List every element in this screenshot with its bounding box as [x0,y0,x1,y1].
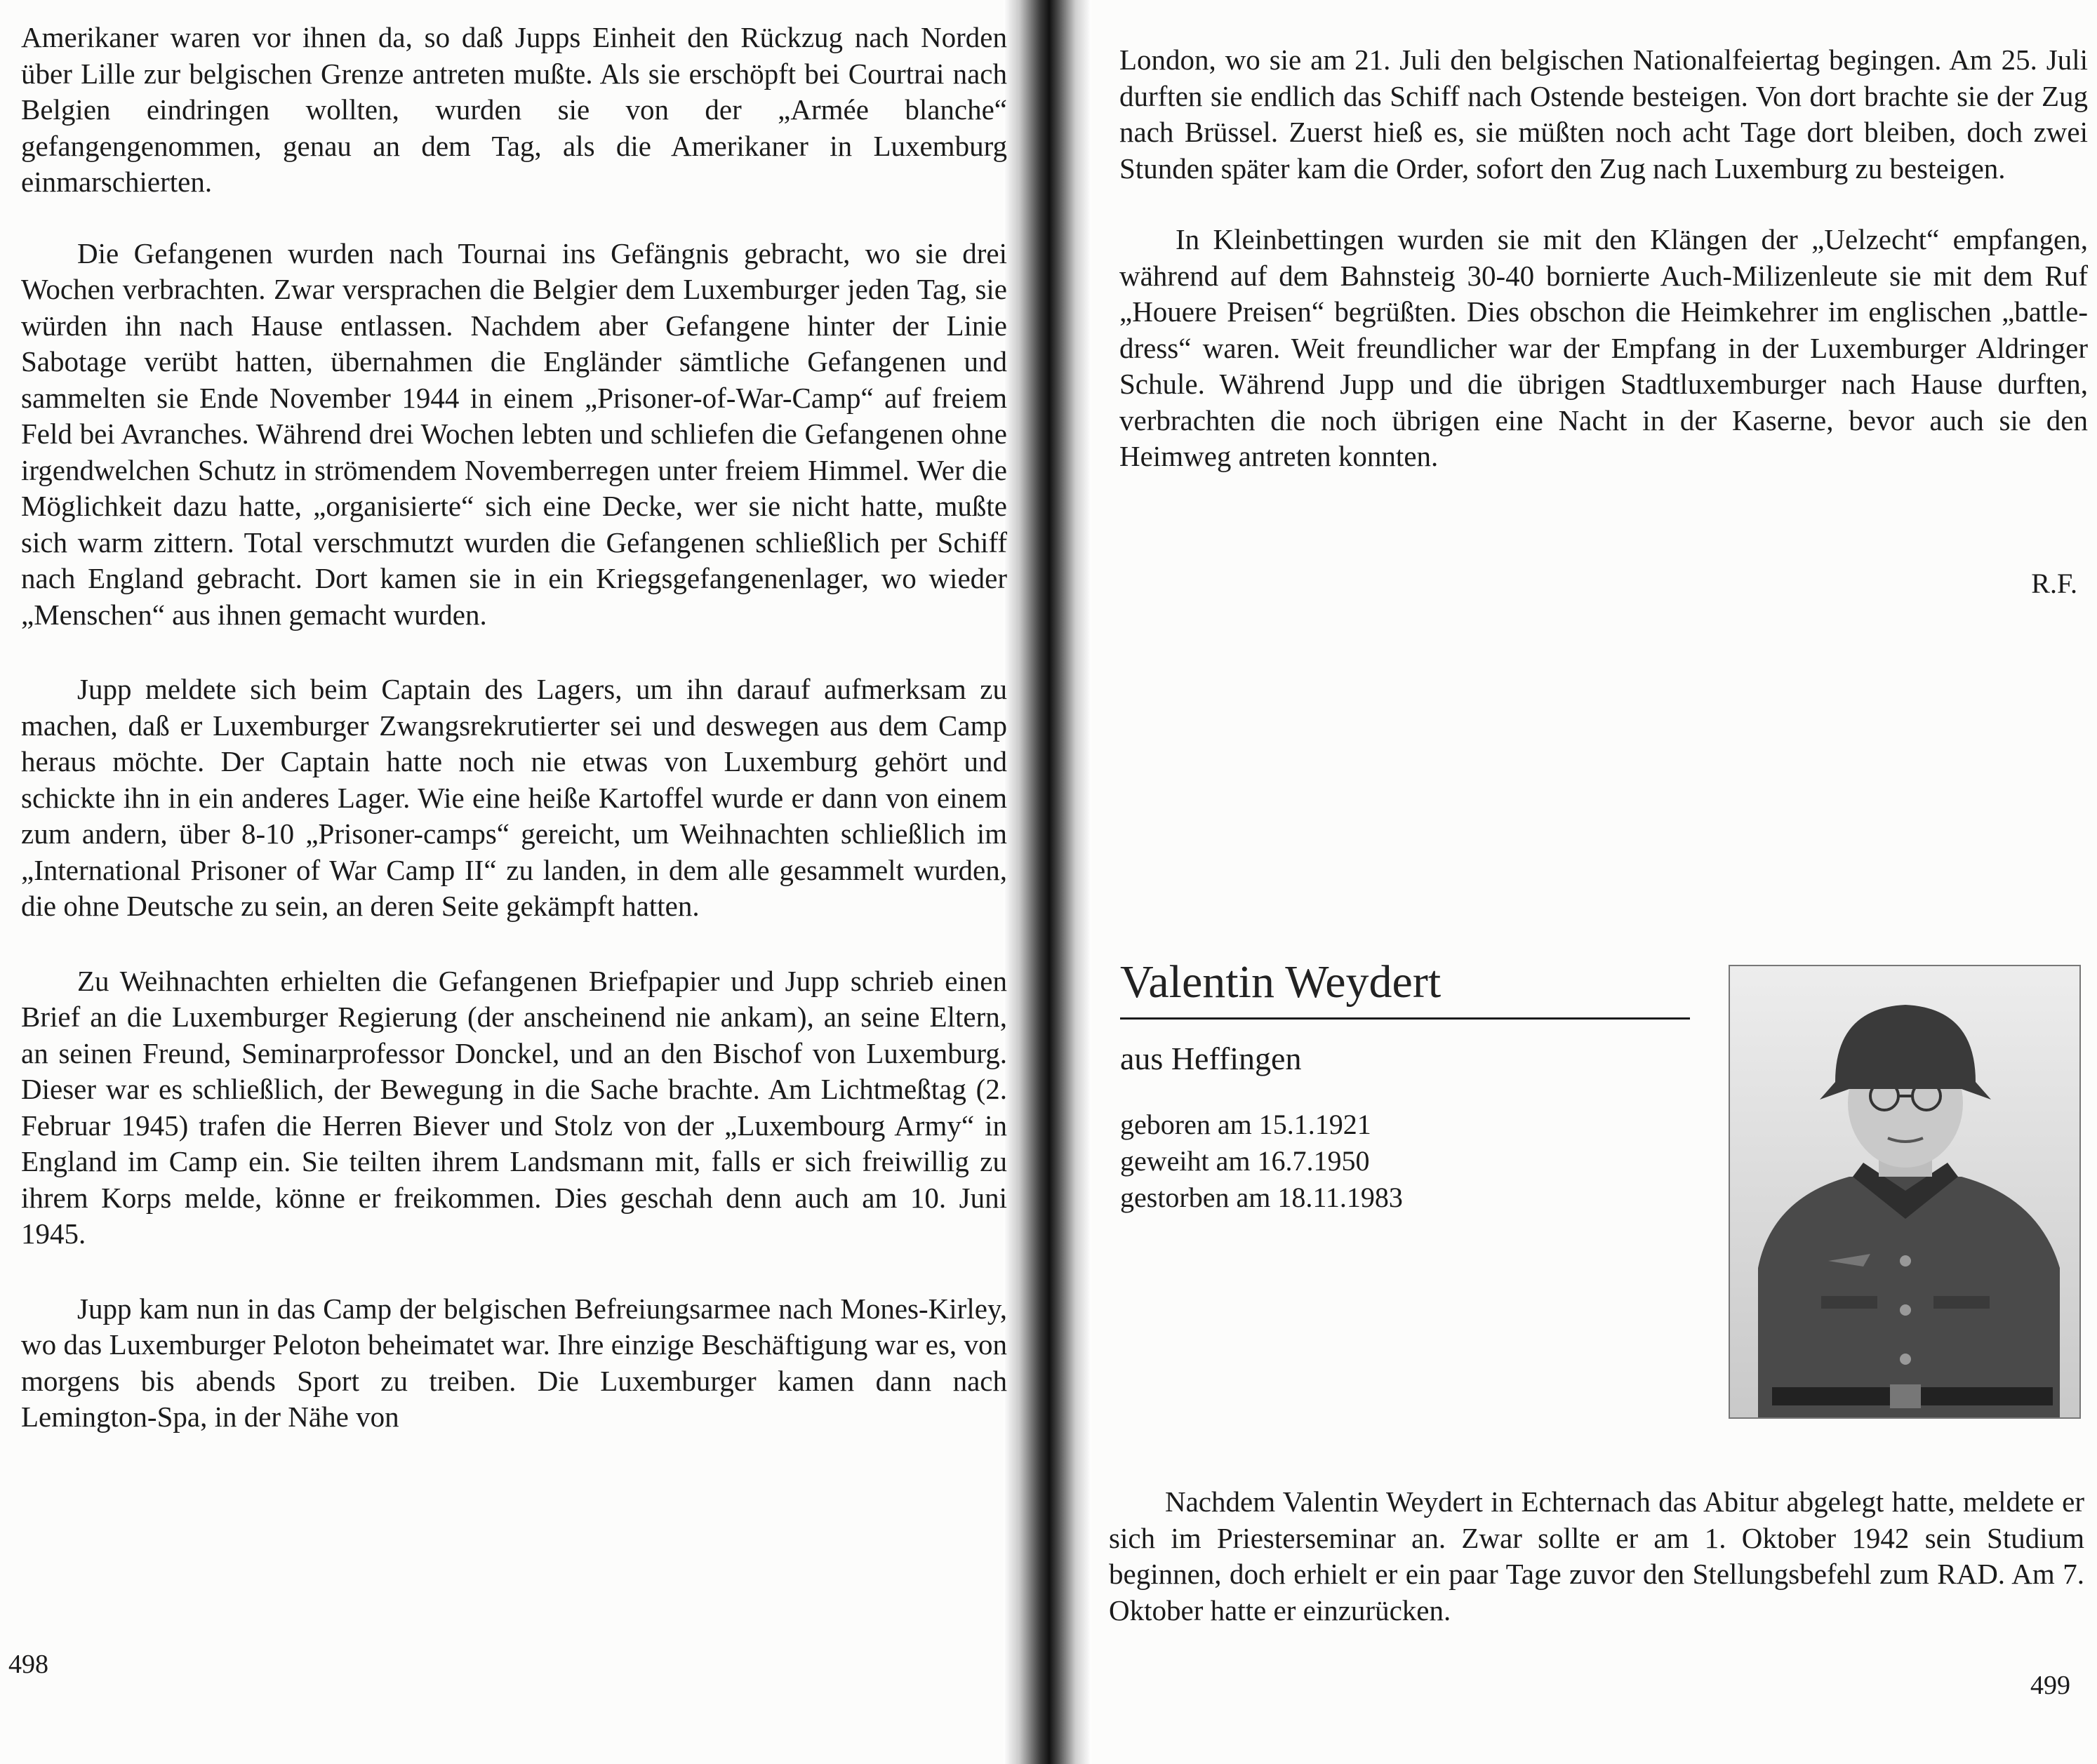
death-date: gestorben am 18.11.1983 [1120,1182,1403,1213]
left-paragraph-2: Die Gefangenen wurden nach Tournai ins Gefängnis gebracht, wo sie drei Wochen verbrachten. Zwar versprachen die Belgier dem Luxemburger jeden Tag, sie würden ihn nach Hause entlassen. Nachdem aber Gefangene hinter der Linie Sabotage verübt hatten, übernahmen die Engländer sämtliche Gefangenen und sammelten sie Ende November 1944 in einem „Prisoner-of-War-Camp“ auf freiem Feld bei Avranches. Während drei Wochen lebten und schliefen die Gefangenen ohne irgendwelchen Schutz in strömendem Novemberregen unter freiem Himmel. Wer die Möglichkeit dazu hatte, „organisierte“ sich eine Decke, wer sie nicht hatte, mußte sich warm zittern. Total verschmutzt wurden die Gefangenen schließlich per Schiff nach England gebracht. Dort kamen sie in ein Kriegsgefangenenlager, wo wieder „Menschen“ aus ihnen gemacht wurden. [21,236,1007,631]
author-signature: R.F. [2031,568,2077,599]
biography-header [1120,954,1703,1216]
title-rule [1120,1017,1690,1020]
soldier-portrait-image [1730,966,2079,1417]
right-paragraph-2: In Kleinbettingen wurden sie mit den Klängen der „Uelzecht“ empfangen, während auf dem Bahnsteig 30-40 bornierte Auch-Milizenleute sie mit dem Ruf „Houere Preisen“ begrüßten. Dies obschon die Heimkehrer im englischen „battle-dress“ waren. Weit freundlicher war der Empfang in der Luxemburger Aldringer Schule. Während Jupp und die übrigen Stadtluxemburger nach Hause durften, verbrachten die noch übrigen eine Nacht in der Kaserne, bevor auch sie den Heimweg antreten konnten. [1119,223,2088,472]
birth-date: geboren am 15.1.1921 [1120,1109,1371,1140]
right-paragraph-1: London, wo sie am 21. Juli den belgischen Nationalfeiertag begingen. Am 25. Juli durften sie endlich das Schiff nach Ostende besteigen. Von dort brachte sie der Zug nach Brüssel. Zuerst hieß es, sie müßten noch acht Tage dort bleiben, doch zwei Stunden später kam die Order, sofort den Zug nach Luxemburg zu besteigen. [1119,44,2088,185]
portrait-photo [1729,965,2081,1419]
biography-name: Valentin Weydert [1120,956,1442,1008]
biography-origin: aus Heffingen [1120,1041,1302,1076]
left-paragraph-3: Jupp meldete sich beim Captain des Lagers, um ihn darauf aufmerksam zu machen, daß er Luxemburger Zwangsrekrutierter sei und deswegen aus dem Camp heraus möchte. Der Captain hatte noch nie etwas von Luxemburg gehört und schickte ihn in ein anderes Lager. Wie eine heiße Kartoffel wurde er dann von einem zum andern, über 8-10 „Prisoner-camps“ gereicht, um Weihnachten schließlich im „International Prisoner of War Camp II“ zu landen, in dem alle gesammelt wurden, die ohne Deutsche zu sein, an deren Seite gekämpft hatten. [21,673,1007,922]
page-number-left: 498 [8,1650,48,1679]
book-gutter [1004,0,1091,1764]
right-page-bottom-text [1109,1484,2084,1629]
page-number-right: 499 [2030,1671,2070,1700]
left-paragraph-5: Jupp kam nun in das Camp der belgischen Befreiungsarmee nach Mones-Kirley, wo das Luxemburger Peloton beheimatet war. Ihre einzige Beschäftigung war es, von morgens bis abends Sport zu treiben. Die Luxemburger kamen dann nach Lemington-Spa, in der Nähe von [21,1292,1007,1433]
ordination-date: geweiht am 16.7.1950 [1120,1145,1370,1177]
left-page-text [21,20,1007,1436]
right-page-text [1119,42,2088,475]
left-paragraph-4: Zu Weihnachten erhielten die Gefangenen Briefpapier und Jupp schrieb einen Brief an die Luxemburger Regierung (der anscheinend nie ankam), an seine Eltern, an seinen Freund, Seminarprofessor Donckel, und an den Bischof von Luxemburg. Dieser war es schließlich, der Bewegung in die Sache brachte. Am Lichtmeßtag (2. Februar 1945) trafen die Herren Biever und Stolz von der „Luxembourg Army“ in England im Camp ein. Sie teilten ihrem Landsmann mit, falls er sich freiwillig zu ihrem Korps melde, könne er freikommen. Dies geschah denn auch am 10. Juni 1945. [21,964,1007,1250]
left-paragraph-1: Amerikaner waren vor ihnen da, so daß Jupps Einheit den Rückzug nach Norden über Lille zur belgischen Grenze antreten mußte. Als sie erschöpft bei Courtrai nach Belgien eindringen wollten, wurden sie von der „Armée blanche“ gefangengenommen, genau an dem Tag, als die Amerikaner in Luxemburg einmarschierten. [21,21,1007,198]
biography-paragraph: Nachdem Valentin Weydert in Echternach das Abitur abgelegt hatte, meldete er sich im Priesterseminar an. Zwar sollte er am 1. Oktober 1942 sein Studium beginnen, doch erhielt er ein paar Tage zuvor den Stellungsbefehl zum RAD. Am 7. Oktober hatte er einzurücken. [1109,1485,2084,1626]
